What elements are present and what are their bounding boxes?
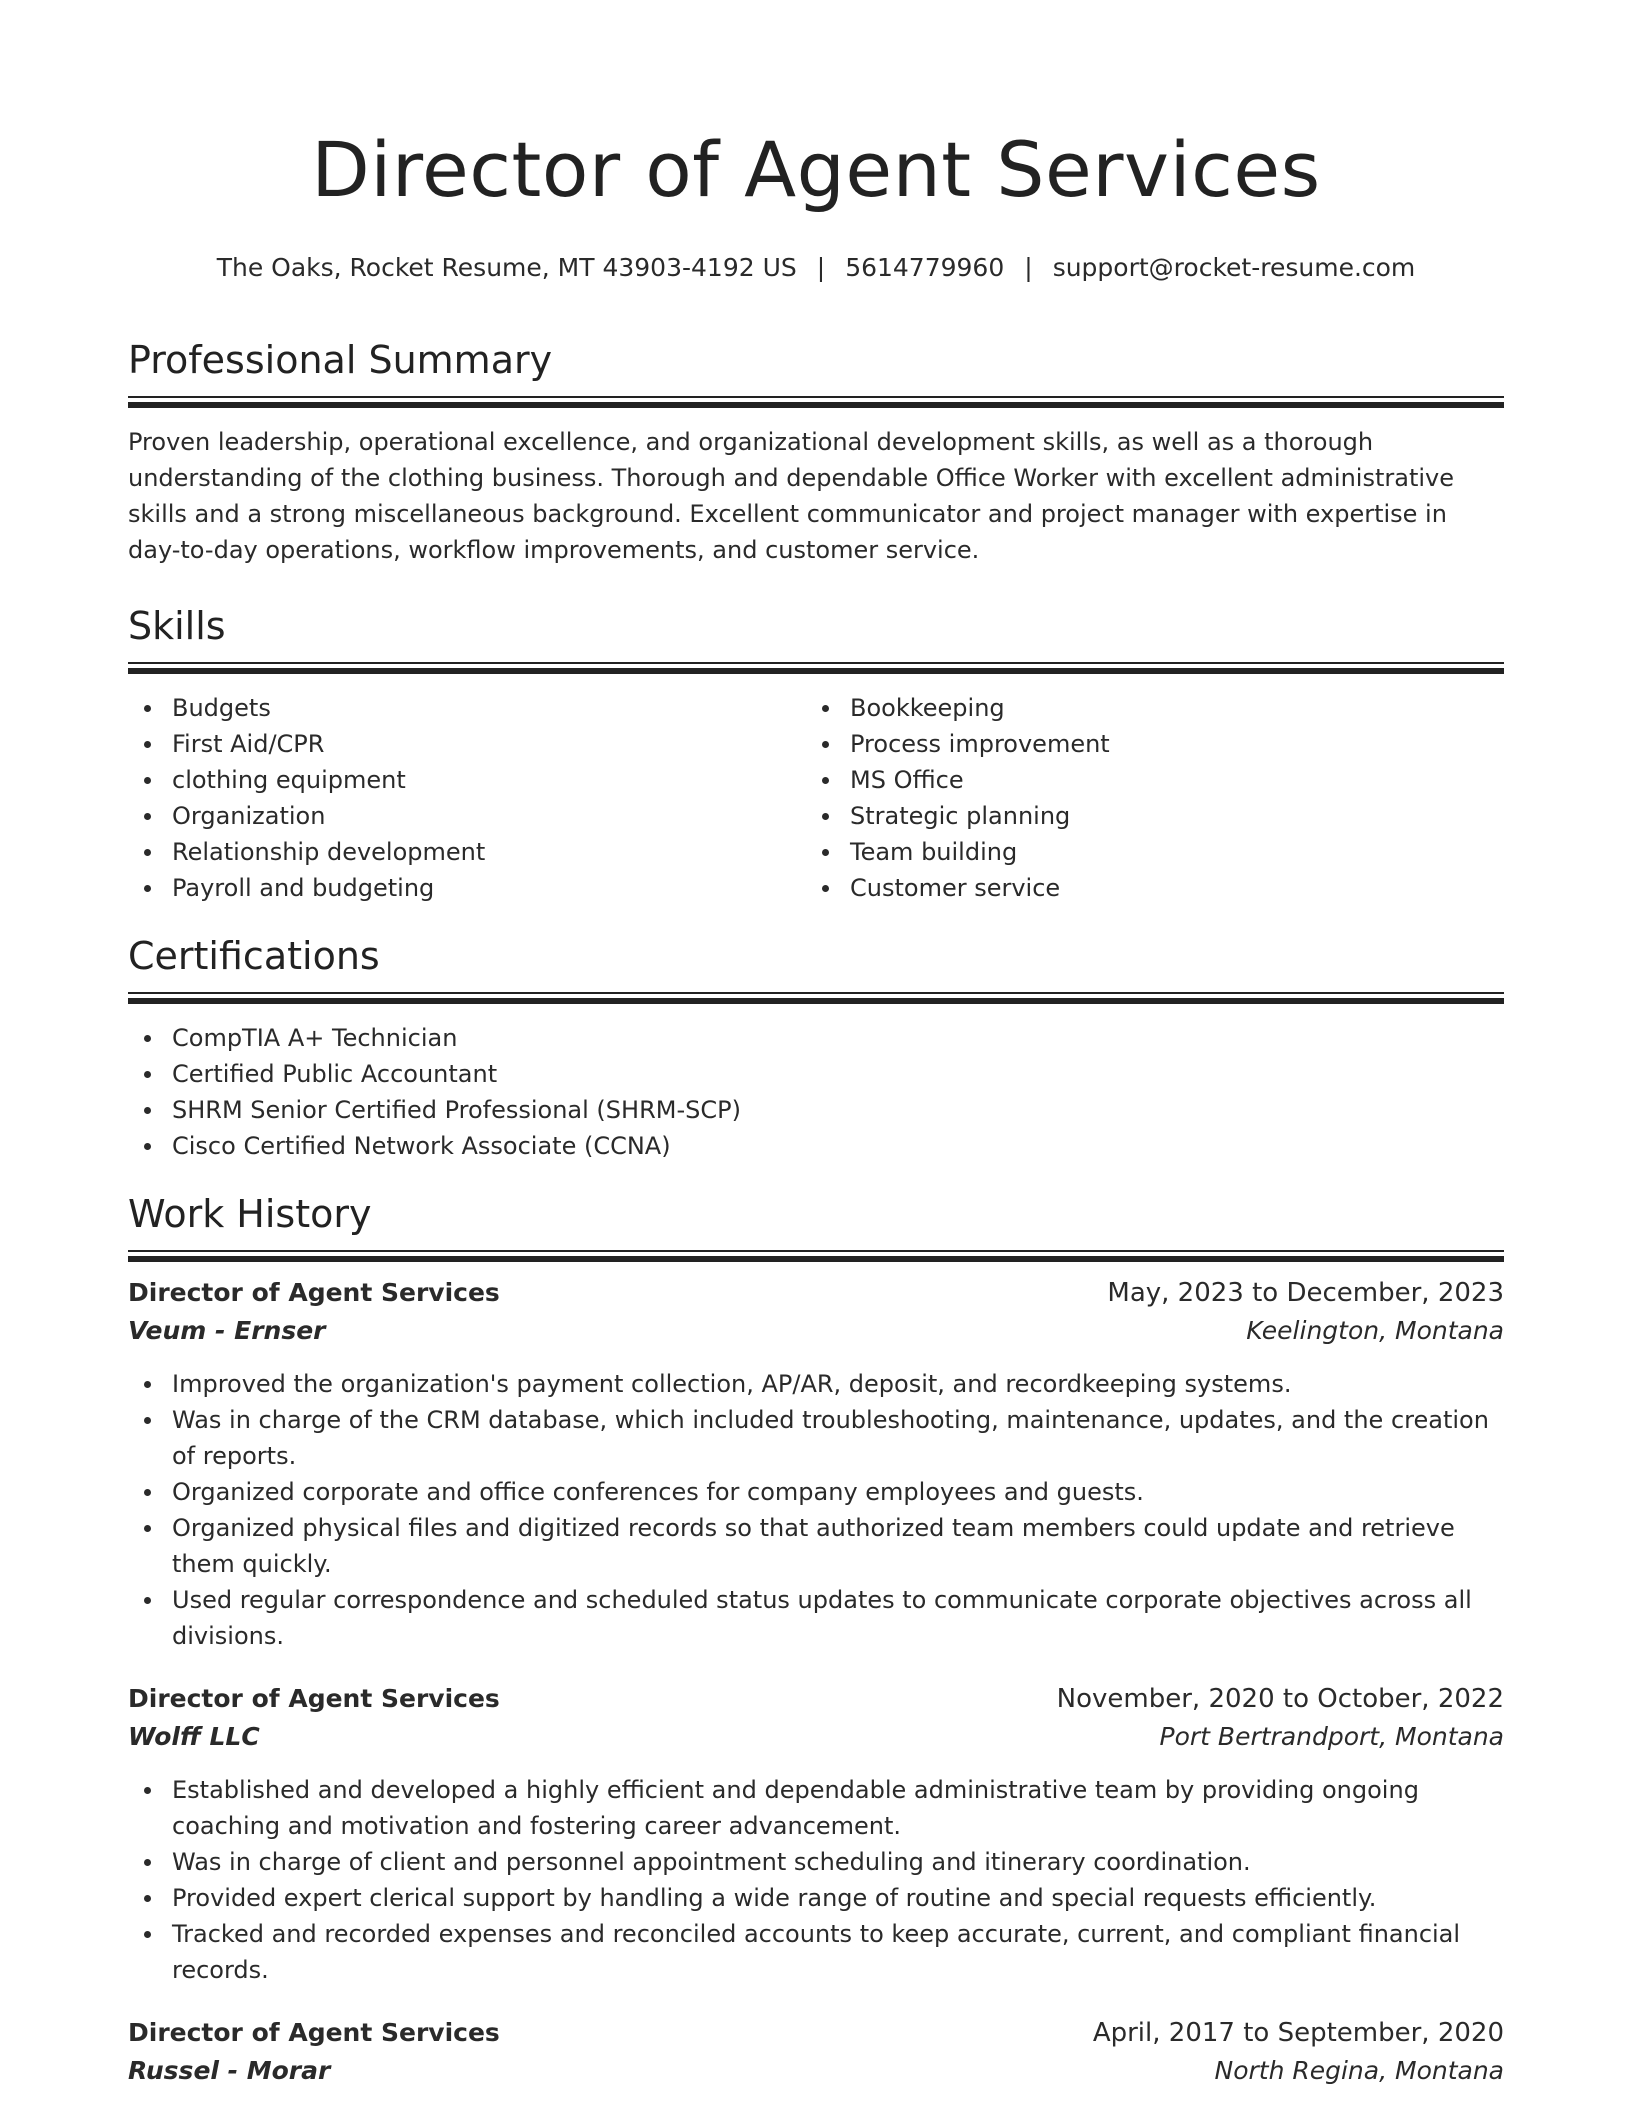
- skill-item: Process improvement: [850, 726, 1484, 762]
- skill-item: Budgets: [172, 690, 806, 726]
- certifications-list: [128, 1020, 1504, 1164]
- job-header: [128, 1274, 1504, 1312]
- job-entry: [128, 1274, 1504, 1654]
- section-title: Skills: [128, 604, 226, 648]
- job-header: [128, 1680, 1504, 1718]
- job-bullet: Established and developed a highly efficient and dependable administrative team by providing ongoing coaching and motivation and fostering career advancement.: [172, 1772, 1504, 1844]
- section-divider: [128, 992, 1504, 1004]
- skills-grid: [128, 690, 1504, 906]
- job-dates: May, 2023 to December, 2023: [1107, 1278, 1504, 1308]
- section-title: Certifications: [128, 934, 380, 978]
- contact-separator: |: [816, 253, 826, 282]
- skill-item: Strategic planning: [850, 798, 1484, 834]
- job-location: North Regina, Montana: [1214, 2056, 1504, 2085]
- contact-line: [128, 252, 1504, 284]
- skill-item: Relationship development: [172, 834, 806, 870]
- section-divider: [128, 1250, 1504, 1262]
- job-bullets: [128, 1772, 1504, 1988]
- section-title: Professional Summary: [128, 338, 553, 382]
- job-dates: April, 2017 to September, 2020: [1092, 2018, 1504, 2048]
- job-bullet: Was in charge of the CRM database, which included troubleshooting, maintenance, updates, and the creation of reports.: [172, 1402, 1504, 1474]
- job-subheader: [128, 1718, 1504, 1756]
- job-header: [128, 2014, 1504, 2052]
- certification-item: Certified Public Accountant: [172, 1056, 1504, 1092]
- contact-phone: 5614779960: [845, 253, 1005, 282]
- skill-item: First Aid/CPR: [172, 726, 806, 762]
- section-skills: [128, 602, 1504, 906]
- job-entry: [128, 2014, 1504, 2090]
- job-location: Keelington, Montana: [1246, 1316, 1504, 1345]
- contact-email: support@rocket-resume.com: [1052, 253, 1416, 282]
- job-dates: November, 2020 to October, 2022: [1056, 1684, 1504, 1714]
- certification-item: SHRM Senior Certified Professional (SHRM-SCP): [172, 1092, 1504, 1128]
- section-title: Work History: [128, 1192, 372, 1236]
- skill-item: MS Office: [850, 762, 1484, 798]
- job-bullet: Organized physical files and digitized records so that authorized team members could update and retrieve them quickly.: [172, 1510, 1504, 1582]
- job-subheader: [128, 2052, 1504, 2090]
- section-certifications: [128, 932, 1504, 1164]
- job-title: Director of Agent Services: [128, 1684, 500, 1713]
- skill-item: Bookkeeping: [850, 690, 1484, 726]
- skills-list-left: [128, 690, 806, 906]
- job-title: Director of Agent Services: [128, 1278, 500, 1307]
- section-work-history: [128, 1190, 1504, 2090]
- resume-name: Director of Agent Services: [311, 125, 1321, 214]
- job-bullet: Used regular correspondence and scheduled status updates to communicate corporate objectives across all divisions.: [172, 1582, 1504, 1654]
- job-subheader: [128, 1312, 1504, 1350]
- certification-item: CompTIA A+ Technician: [172, 1020, 1504, 1056]
- skills-list-right: [806, 690, 1484, 906]
- section-divider: [128, 662, 1504, 674]
- job-bullet: Was in charge of client and personnel appointment scheduling and itinerary coordination.: [172, 1844, 1504, 1880]
- job-company: Veum - Ernser: [128, 1316, 326, 1345]
- job-title: Director of Agent Services: [128, 2018, 500, 2047]
- job-bullet: Tracked and recorded expenses and reconciled accounts to keep accurate, current, and compliant financial records.: [172, 1916, 1504, 1988]
- skill-item: clothing equipment: [172, 762, 806, 798]
- skill-item: Customer service: [850, 870, 1484, 906]
- skill-item: Organization: [172, 798, 806, 834]
- job-location: Port Bertrandport, Montana: [1159, 1722, 1504, 1751]
- resume-page: [128, 0, 1504, 2090]
- contact-address: The Oaks, Rocket Resume, MT 43903-4192 US: [216, 253, 797, 282]
- job-company: Wolff LLC: [128, 1722, 260, 1751]
- section-summary: [128, 336, 1504, 568]
- job-entry: [128, 1680, 1504, 1988]
- job-bullets: [128, 1366, 1504, 1654]
- skill-item: Payroll and budgeting: [172, 870, 806, 906]
- job-bullet: Improved the organization's payment collection, AP/AR, deposit, and recordkeeping systems.: [172, 1366, 1504, 1402]
- job-company: Russel - Morar: [128, 2056, 331, 2085]
- skill-item: Team building: [850, 834, 1484, 870]
- certification-item: Cisco Certified Network Associate (CCNA): [172, 1128, 1504, 1164]
- job-bullet: Organized corporate and office conferences for company employees and guests.: [172, 1474, 1504, 1510]
- contact-separator: |: [1024, 253, 1033, 282]
- section-divider: [128, 396, 1504, 408]
- job-bullet: Provided expert clerical support by handling a wide range of routine and special requests efficiently.: [172, 1880, 1504, 1916]
- summary-text: Proven leadership, operational excellence, and organizational development skills, as well as a thorough understanding of the clothing business. Thorough and dependable Office Worker with excellent administrative skills and a strong miscellaneous background. Excellent communicator and project manager with expertise in day-to-day operations, workflow improvements, and customer service.: [128, 428, 1454, 564]
